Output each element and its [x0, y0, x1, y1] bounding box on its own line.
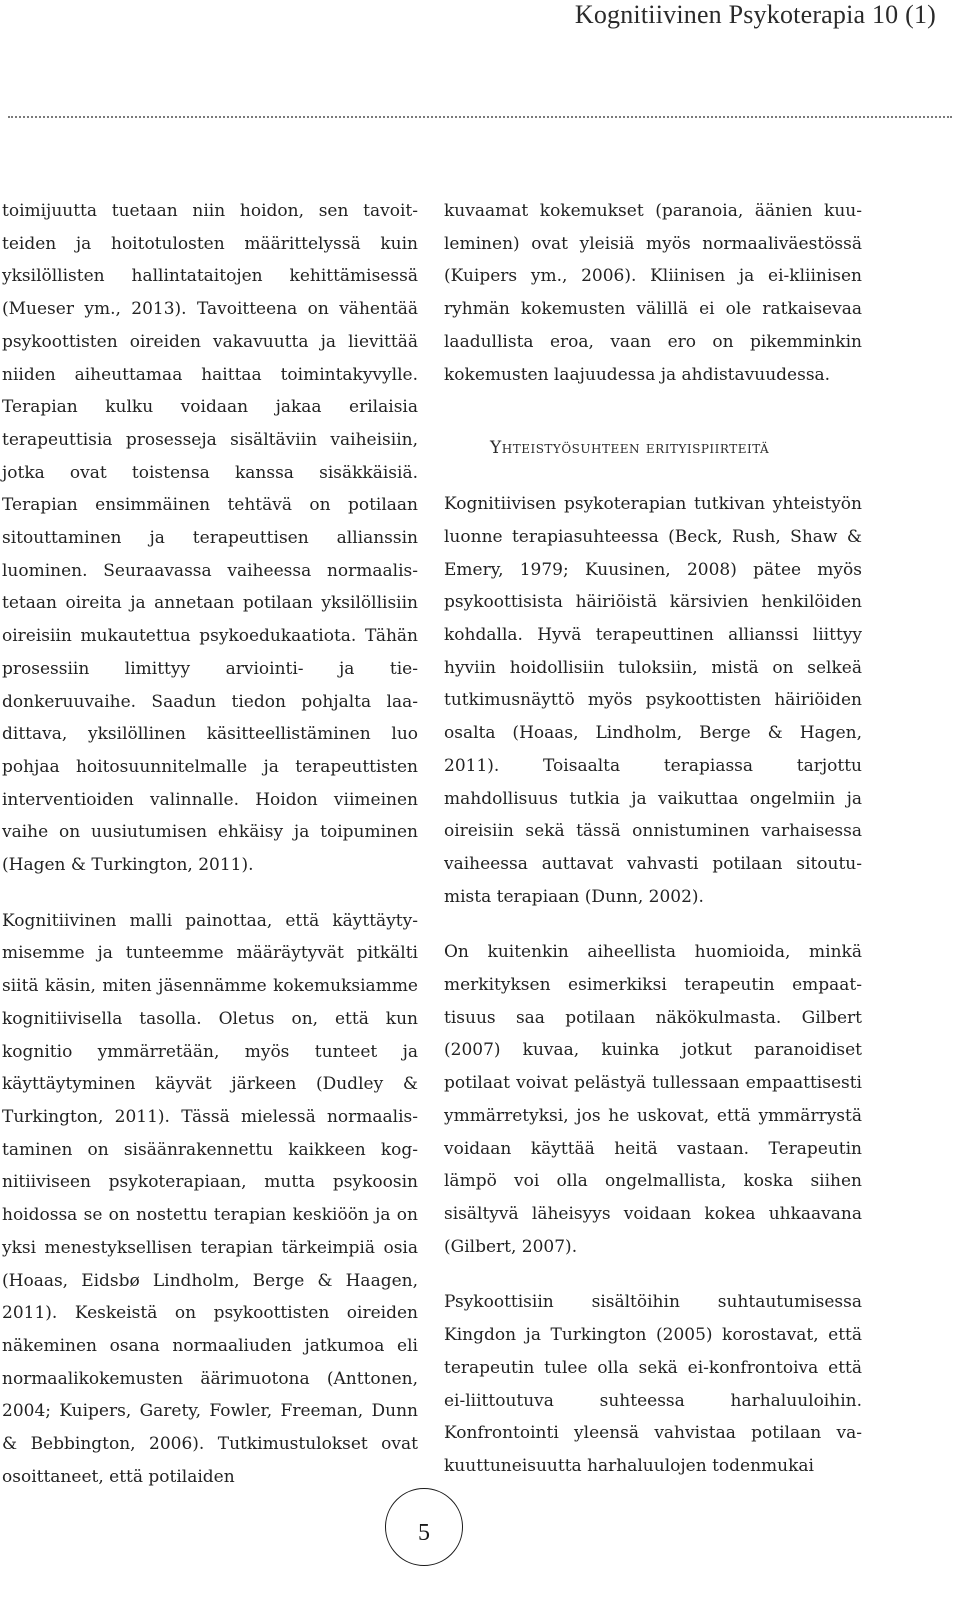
section-heading: Yhteistyösuhteen erityispiirteitä	[490, 438, 770, 459]
journal-title: Kognitiivinen Psykoterapia 10 (1)	[574, 0, 936, 29]
header-dotted-rule	[8, 116, 952, 118]
body-paragraph: Kognitiivisen psykoterapian tutkivan yhteistyön luonne terapiasuhteessa (Beck, Rush, Shaw & Emery, 1979; Kuusinen, 2008) pätee myös psykoottisista häiriöistä kärsivien henkilöiden kohdalla. Hyvä terapeuttinen allianssi liittyy hyviin hoidollisiin tuloksiin, mistä on selkeä tutkimusnäyttö myös psykoottisten häiriöiden osalta (Hoaas, Lindholm, Berge & Hagen, 2011). Toisaalta terapiassa tarjottu mahdollisuus tutkia ja vaikuttaa ongelmiin ja oireisiin sekä tässä onnistuminen varhaisessa vaiheessa auttavat vahvasti potilaan sitoutumista terapiaan (Dunn, 2002).	[444, 494, 862, 907]
body-paragraph: kuvaamat kokemukset (paranoia, äänien kuuleminen) ovat yleisiä myös normaaliväestössä (Kuipers ym., 2006). Kliinisen ja ei-kliinisen ryhmän kokemusten välillä ei ole ratkaisevaa laadullista eroa, vaan ero on pikemminkin kokemusten laajuudessa ja ahdistavuudessa.	[444, 201, 862, 385]
page-number: 5	[418, 1519, 430, 1546]
body-paragraph: On kuitenkin aiheellista huomioida, minkä merkityksen esimerkiksi terapeutin empaattisuus saa potilaan näkökulmasta. Gilbert (2007) kuvaa, kuinka jotkut paranoidiset potilaat voivat pelästyä tullessaan empaattisesti ymmärretyksi, jos he uskovat, että ymmärrystä voidaan käyttää heitä vastaan. Terapeutin lämpö voi olla ongelmallista, koska siihen sisältyvä läheisyys voidaan kokea uhkaavana (Gilbert, 2007).	[444, 942, 862, 1257]
right-column	[444, 195, 862, 1483]
body-paragraph: Kognitiivinen malli painottaa, että käyttäytymisemme ja tunteemme määräytyvät pitkälti siitä käsin, miten jäsennämme kokemuksiamme kognitiivisella tasolla. Oletus on, että kun kognitio ymmärretään, myös tunteet ja käyttäytyminen käyvät järkeen (Dudley & Turkington, 2011). Tässä mielessä normaalistaminen on sisäänrakennettu kaikkeen kognitiiviseen psykoterapiaan, mutta psykoosin hoidossa se on nostettu terapian keskiöön ja on yksi menestyksellisen terapian tärkeimpiä osia (Hoaas, Eidsbø Lindholm, Berge & Haagen, 2011). Keskeistä on psykoottisten oireiden näkeminen osana normaaliuden jatkumoa eli normaalikokemusten äärimuotona (Anttonen, 2004; Kuipers, Garety, Fowler, Freeman, Dunn & Bebbington, 2006). Tutkimustulokset ovat osoittaneet, että potilaiden	[2, 910, 418, 1487]
left-column	[2, 195, 418, 1493]
page-number-circle	[385, 1488, 463, 1566]
body-paragraph: Psykoottisiin sisältöihin suhtautumisessa Kingdon ja Turkington (2005) korostavat, että terapeutin tulee olla sekä ei-konfrontoiva että ei-liittoutuva suhteessa harhaluuloihin. Konfrontointi yleensä vahvistaa potilaan vakuuttuneisuutta harhaluulojen todenmukai	[444, 1292, 862, 1476]
body-paragraph: toimijuutta tuetaan niin hoidon, sen tavoitteiden ja hoitotulosten määrittelyssä kuin yksilöllisten hallintataitojen kehittämisessä (Mueser ym., 2013). Tavoitteena on vähentää psykoottisten oireiden vakavuutta ja lievittää niiden aiheuttamaa haittaa toimintakyvylle. Terapian kulku voidaan jakaa erilaisia terapeuttisia prosesseja sisältäviin vaiheisiin, jotka ovat toistensa kanssa sisäkkäisiä. Terapian ensimmäinen tehtävä on potilaan sitouttaminen ja terapeuttisen allianssin luominen. Seuraavassa vaiheessa normaalistetaan oireita ja annetaan potilaan yksilöllisiin oireisiin mukautettua psykoedukaatiota. Tähän prosessiin limittyy arviointi- ja tiedonkeruuvaihe. Saadun tiedon pohjalta laadittava, yksilöllinen käsitteellistäminen luo pohjaa hoitosuunnitelmalle ja terapeuttisten interventioiden valinnalle. Hoidon viimeinen vaihe on uusiutumisen ehkäisy ja toipuminen (Hagen & Turkington, 2011).	[2, 201, 418, 876]
